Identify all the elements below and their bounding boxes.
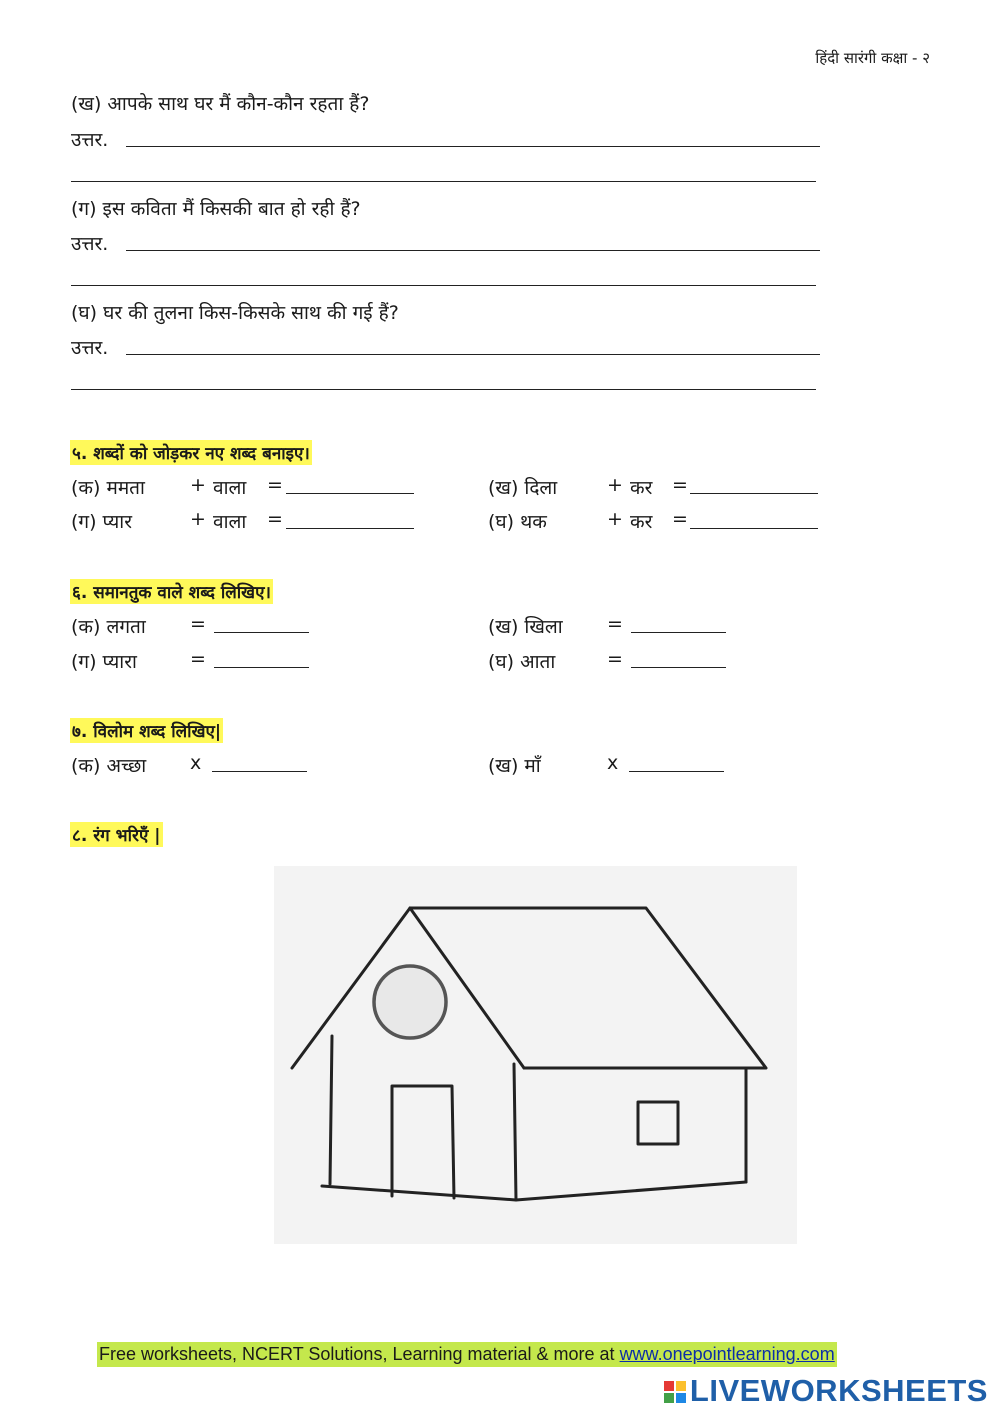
answer-blank[interactable] <box>212 771 307 772</box>
footer-text: Free worksheets, NCERT Solutions, Learning material & more at <box>99 1344 620 1364</box>
brand-name: LIVEWORKSHEETS <box>689 1373 988 1408</box>
liveworksheets-brand[interactable] <box>664 1373 988 1409</box>
section-8-title: ८. रंग भरिएँ | <box>70 822 163 847</box>
answer-blank[interactable] <box>629 771 724 772</box>
footer-link[interactable]: www.onepointlearning.com <box>619 1344 835 1364</box>
item-label: (क) अच्छा <box>71 755 147 777</box>
opposite-sign: x <box>190 752 202 774</box>
question-gha: (घ) घर की तुलना किस-किसके साथ की गई हैं? <box>71 302 399 324</box>
equals-sign: = <box>672 474 688 496</box>
equals-sign: = <box>607 613 623 635</box>
page-header: हिंदी सारंगी कक्षा - २ <box>815 49 930 67</box>
plus-sign: + <box>607 508 623 530</box>
answer-blank[interactable] <box>631 667 726 668</box>
item-label: (ख) माँ <box>488 755 541 777</box>
answer-line[interactable] <box>126 354 820 355</box>
section-7-title: ७. विलोम शब्द लिखिए| <box>70 718 223 743</box>
answer-line[interactable] <box>71 285 816 286</box>
answer-blank[interactable] <box>286 493 414 494</box>
plus-sign: + <box>190 474 206 496</box>
answer-label: उत्तर. <box>71 337 109 359</box>
suffix: कर <box>630 477 653 499</box>
window-icon <box>638 1102 678 1144</box>
answer-blank[interactable] <box>214 632 309 633</box>
suffix: वाला <box>213 477 247 499</box>
question-kha: (ख) आपके साथ घर मैं कौन-कौन रहता हैं? <box>71 93 370 115</box>
answer-line[interactable] <box>126 250 820 251</box>
answer-blank[interactable] <box>690 493 818 494</box>
answer-line[interactable] <box>71 181 816 182</box>
equals-sign: = <box>672 508 688 530</box>
equals-sign: = <box>267 508 283 530</box>
equals-sign: = <box>607 648 623 670</box>
opposite-sign: x <box>607 752 619 774</box>
item-label: (ग) प्यारा <box>71 651 137 673</box>
section-6-title: ६. समानतुक वाले शब्द लिखिए। <box>70 579 273 604</box>
suffix: कर <box>630 511 653 533</box>
suffix: वाला <box>213 511 247 533</box>
door-icon <box>392 1086 454 1198</box>
plus-sign: + <box>190 508 206 530</box>
answer-label: उत्तर. <box>71 233 109 255</box>
answer-blank[interactable] <box>286 528 414 529</box>
liveworksheets-logo-icon <box>664 1375 686 1397</box>
round-window-icon <box>374 966 446 1038</box>
word-join-item <box>71 474 145 500</box>
section-5-title: ५. शब्दों को जोड़कर नए शब्द बनाइए। <box>70 440 312 465</box>
item-label: (घ) थक <box>488 511 547 533</box>
answer-line[interactable] <box>126 146 820 147</box>
plus-sign: + <box>607 474 623 496</box>
equals-sign: = <box>190 613 206 635</box>
equals-sign: = <box>190 648 206 670</box>
house-drawing-icon[interactable] <box>274 866 797 1244</box>
answer-blank[interactable] <box>631 632 726 633</box>
answer-blank[interactable] <box>214 667 309 668</box>
footer-banner <box>97 1342 837 1367</box>
item-label: (घ) आता <box>488 651 556 673</box>
roof-side <box>410 908 766 1068</box>
answer-blank[interactable] <box>690 528 818 529</box>
question-ga: (ग) इस कविता मैं किसकी बात हो रही हैं? <box>71 198 361 220</box>
answer-label: उत्तर. <box>71 129 109 151</box>
item-label: (क) ममता <box>71 477 145 499</box>
item-label: (ख) दिला <box>488 477 558 499</box>
item-label: (ख) खिला <box>488 616 563 638</box>
item-label: (ग) प्यार <box>71 511 132 533</box>
answer-line[interactable] <box>71 389 816 390</box>
equals-sign: = <box>267 474 283 496</box>
item-label: (क) लगता <box>71 616 146 638</box>
